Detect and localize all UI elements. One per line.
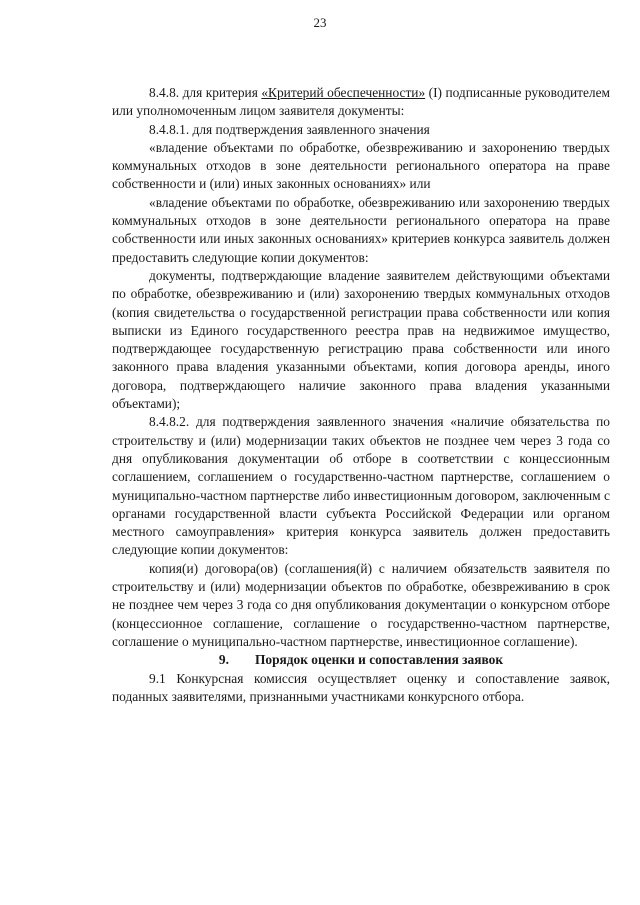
page-number: 23 — [313, 15, 327, 30]
criterion-link[interactable]: «Критерий обеспеченности» — [261, 85, 426, 100]
paragraph-ownership-option-1: «владение объектами по обработке, обезвреживанию и захоронению твердых коммунальных отходов в зоне деятельности регионального оператора на праве собственности и (или) иных законных основаниях» или — [112, 139, 610, 192]
paragraph-8-4-8-2: 8.4.8.2. для подтверждения заявленного значения «наличие обязательства по строительству и (или) модернизации таких объектов не позднее чем через 3 года со дня опубликования документации об отборе в соответствии с концессионным соглашением, соглашением о государственно-частном партнерстве, соглашением о муниципально-частном партнерстве либо инвестиционным договором, заключенным с органами государственной власти субъекта Российской Федерации или органом местного самоуправления» критерия конкурса заявитель должен предоставить следующие копии документов: — [112, 414, 610, 558]
paragraph-required-documents: документы, подтверждающие владение заявителем действующими объектами по обработке, обезвреживанию и (или) захоронению твердых коммунальных отходов (копия свидетельства о государственной регистрации права собственности или копия выписки из Единого государственного реестра прав на недвижимое имущество, подтверждающее государственную регистрацию права собственности или иного законного права владения указанными объектами, копия договора аренды, иного договора, подтверждающего наличие законного права владения указанными объектами); — [112, 267, 610, 412]
paragraph-ownership-option-2: «владение объектами по обработке, обезвреживанию или захоронению твердых коммунальных отходов в зоне деятельности регионального оператора на праве собственности или иных законных основаниях» критериев конкурса заявитель должен предоставить следующие копии документов: — [112, 194, 610, 265]
section-heading — [112, 651, 610, 669]
paragraph-contract-copies: копия(и) договора(ов) (соглашения(й) с наличием обязательств заявителя по строительству и (или) модернизации объектов по обработке, обезвреживанию в срок не позднее чем через 3 года со дня опубликования документации о конкурсном отборе (концессионное соглашение, соглашение о государственно-частном партнерстве, соглашение о муниципально-частном партнерстве, инвестиционное соглашение). — [112, 560, 610, 649]
paragraph-8-4-8-prefix: 8.4.8. для критерия — [149, 85, 262, 100]
paragraph-8-4-8-suffix: (I) подписанные руководителем или уполномоченным лицом заявителя документы: — [112, 85, 611, 119]
section-number: 9. — [218, 652, 229, 668]
section-title: Порядок оценки и сопоставления заявок — [254, 652, 504, 668]
paragraph-8-4-8-1: 8.4.8.1. для подтверждения заявленного значения — [149, 121, 430, 137]
document-body — [112, 84, 610, 706]
paragraph-9-1: 9.1 Конкурсная комиссия осуществляет оценку и сопоставление заявок, поданных заявителями, признанными участниками конкурсного отбора. — [112, 670, 610, 704]
paragraph-8-4-8 — [112, 84, 610, 121]
